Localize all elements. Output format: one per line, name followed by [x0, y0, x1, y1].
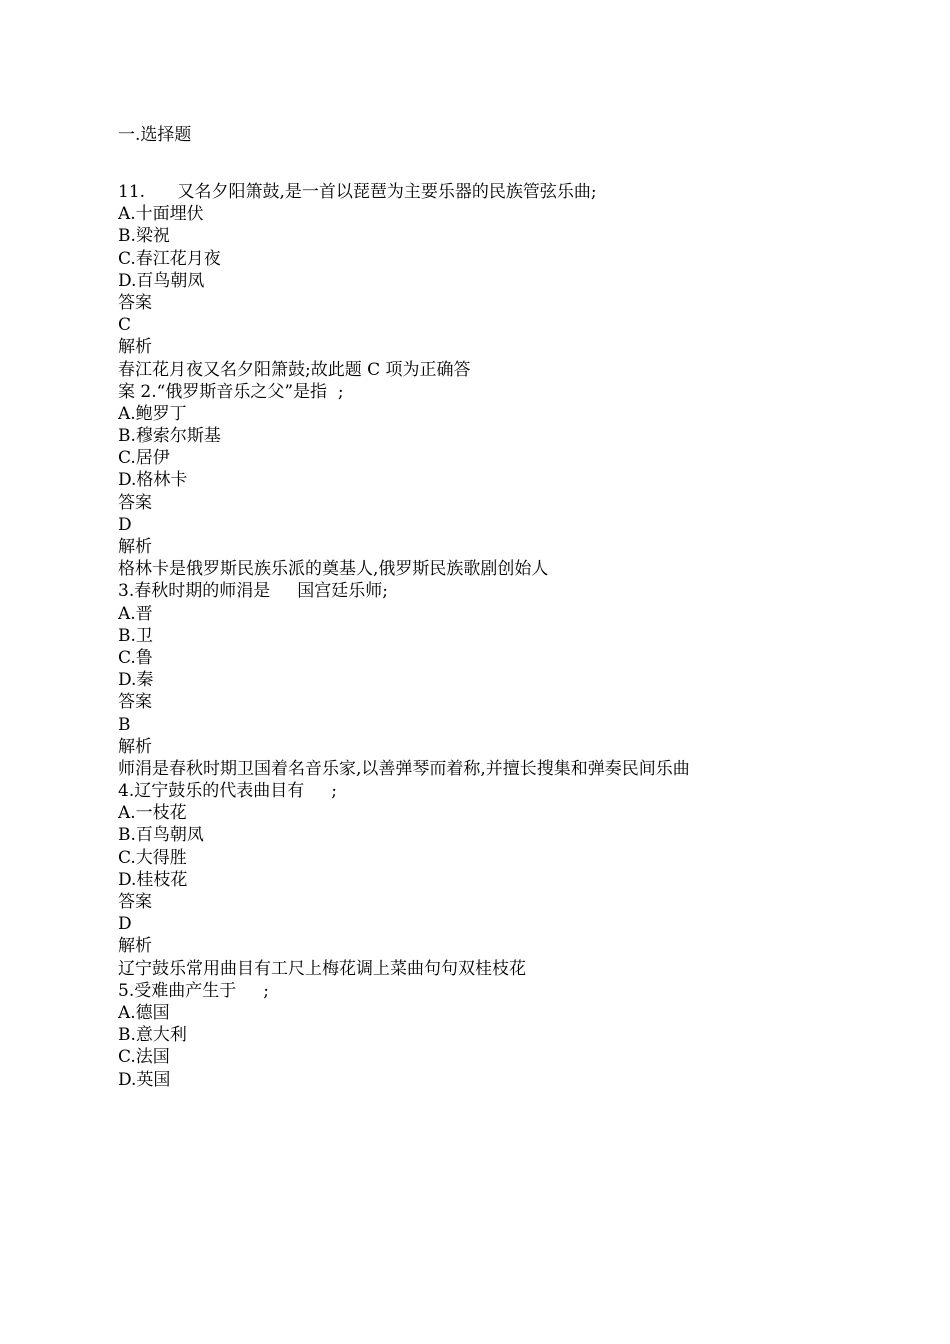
text-line: 格林卡是俄罗斯民族乐派的奠基人,俄罗斯民族歌剧创始人 [118, 559, 549, 580]
text-line: C.大得胜 [118, 847, 187, 868]
text-line: A.十面埋伏 [118, 204, 204, 225]
text-line: B.卫 [118, 625, 153, 646]
text-line: 答案 [118, 292, 152, 313]
text-line: D.英国 [118, 1069, 171, 1090]
text-line: A.鲍罗丁 [118, 403, 187, 424]
text-line: 11. 又名夕阳箫鼓,是一首以琵琶为主要乐器的民族管弦乐曲; [118, 182, 597, 202]
text-line: D.百鸟朝凤 [118, 270, 205, 291]
text-line: C.居伊 [118, 448, 170, 469]
text-line: C.鲁 [118, 647, 153, 668]
text-line: 3.春秋时期的师涓是 国宫廷乐师; [118, 581, 388, 602]
text-line: A.一枝花 [118, 803, 187, 824]
text-line: A.晋 [118, 603, 153, 624]
text-line: 解析 [118, 337, 152, 358]
section-title: 一.选择题 [118, 125, 192, 145]
text-line: B.意大利 [118, 1025, 187, 1046]
text-line: 辽宁鼓乐常用曲目有工尺上梅花调上菜曲句句双桂枝花 [118, 958, 526, 979]
text-line: 春江花月夜又名夕阳箫鼓;故此题 C 项为正确答 [118, 359, 471, 380]
text-line: D.秦 [118, 670, 154, 691]
text-line: B [118, 714, 131, 735]
text-line: B.梁祝 [118, 226, 170, 247]
text-line: A.德国 [118, 1002, 170, 1023]
text-line: 5.受难曲产生于 ; [118, 980, 269, 1001]
text-line: C.春江花月夜 [118, 248, 221, 269]
text-line: 4.辽宁鼓乐的代表曲目有 ; [118, 781, 337, 802]
question-list [118, 181, 690, 1091]
text-line: D [118, 514, 132, 535]
text-line: 答案 [118, 692, 152, 713]
text-line: D.桂枝花 [118, 869, 188, 890]
text-line: C [118, 315, 132, 336]
text-line: D [118, 914, 132, 935]
text-line: 师涓是春秋时期卫国着名音乐家,以善弹琴而着称,并擅长搜集和弹奏民间乐曲 [118, 758, 690, 779]
text-line: 解析 [118, 736, 152, 757]
text-line: C.法国 [118, 1047, 170, 1068]
text-line: 答案 [118, 492, 152, 513]
text-line: B.穆索尔斯基 [118, 426, 221, 447]
text-line: B.百鸟朝凤 [118, 825, 204, 846]
text-line: 答案 [118, 892, 152, 912]
text-line: 解析 [118, 537, 152, 557]
text-line: 解析 [118, 936, 152, 957]
text-line: 案 2.“俄罗斯音乐之父”是指 ; [118, 381, 344, 402]
text-line: D.格林卡 [118, 470, 188, 491]
